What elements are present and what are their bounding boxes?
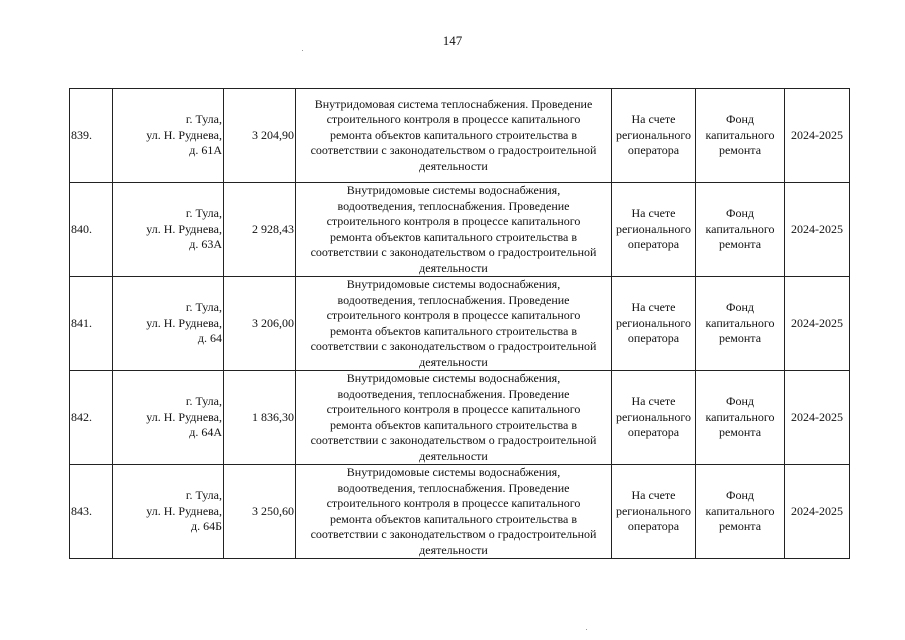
fund-cell	[696, 371, 785, 465]
address-line: г. Тула,	[185, 206, 222, 221]
work-line: Внутридомовые системы водоснабжения,	[346, 465, 561, 479]
cost-cell	[224, 465, 296, 559]
work-description-cell	[296, 465, 612, 559]
responsible-line: регионального	[615, 503, 692, 518]
cost-value: 2 928,43	[252, 221, 294, 236]
work-line: водоотведения, теплоснабжения. Проведение	[337, 292, 570, 307]
work-line: Внутридомовые системы водоснабжения,	[346, 183, 561, 197]
work-line: соответствии с законодательством о градостроительной	[310, 339, 597, 353]
address-line: д. 64	[197, 331, 222, 346]
work-line: ремонта объектов капитального строительства в	[329, 127, 578, 142]
work-line: Внутридомовая система теплоснабжения. Проведение	[314, 96, 593, 111]
row-number-cell	[70, 89, 113, 183]
row-number: 843.	[71, 503, 92, 518]
responsible-cell	[612, 183, 696, 277]
fund-line: Фонд	[725, 300, 754, 315]
work-line: строительного контроля в процессе капитального	[326, 308, 581, 322]
fund-line: капитального	[705, 503, 775, 518]
address-line: д. 64Б	[191, 519, 222, 534]
row-number: 839.	[71, 127, 92, 142]
address-cell	[113, 183, 224, 277]
work-line: ремонта объектов капитального строительства в	[329, 323, 578, 338]
fund-line: ремонта	[718, 143, 762, 158]
address-line: ул. Н. Руднева,	[146, 409, 222, 424]
work-line: Внутридомовые системы водоснабжения,	[346, 371, 561, 385]
work-line: ремонта объектов капитального строительства в	[329, 511, 578, 526]
address-line: д. 64А	[189, 425, 222, 440]
responsible-cell	[612, 371, 696, 465]
fund-line: Фонд	[725, 394, 754, 409]
table-row	[70, 465, 850, 559]
page-number: 147	[442, 33, 463, 48]
period-cell	[785, 371, 850, 465]
work-line: строительного контроля в процессе капитального	[326, 402, 581, 416]
work-line: ремонта объектов капитального строительства в	[329, 417, 578, 432]
address-cell	[113, 465, 224, 559]
fund-cell	[696, 465, 785, 559]
cost-value: 3 250,60	[252, 503, 294, 518]
cost-cell	[224, 89, 296, 183]
responsible-line: регионального	[615, 409, 692, 424]
address-line: г. Тула,	[185, 112, 222, 127]
period-value: 2024-2025	[791, 315, 843, 330]
cost-value: 3 204,90	[252, 127, 294, 142]
row-number: 841.	[71, 315, 92, 330]
work-line: соответствии с законодательством о градостроительной	[310, 433, 597, 447]
responsible-line: На счете	[631, 112, 676, 127]
work-description-cell	[296, 183, 612, 277]
cost-cell	[224, 277, 296, 371]
period-cell	[785, 277, 850, 371]
work-line: водоотведения, теплоснабжения. Проведение	[337, 386, 570, 401]
cost-cell	[224, 371, 296, 465]
responsible-cell	[612, 277, 696, 371]
work-line: деятельности	[419, 542, 488, 557]
table-row	[70, 89, 850, 183]
work-line: водоотведения, теплоснабжения. Проведение	[337, 480, 570, 495]
address-line: г. Тула,	[185, 488, 222, 503]
work-line: деятельности	[419, 448, 488, 463]
work-line: строительного контроля в процессе капитального	[326, 112, 581, 127]
work-description-cell	[296, 89, 612, 183]
period-value: 2024-2025	[791, 503, 843, 518]
fund-cell	[696, 89, 785, 183]
work-line: соответствии с законодательством о градостроительной	[310, 143, 597, 158]
responsible-line: На счете	[631, 394, 676, 409]
work-line: деятельности	[419, 158, 488, 173]
address-line: ул. Н. Руднева,	[146, 315, 222, 330]
table-row	[70, 277, 850, 371]
responsible-line: На счете	[631, 488, 676, 503]
address-line: г. Тула,	[185, 394, 222, 409]
fund-line: капитального	[705, 409, 775, 424]
table-row	[70, 183, 850, 277]
fund-line: ремонта	[718, 237, 762, 252]
work-line: строительного контроля в процессе капитального	[326, 496, 581, 510]
work-line: ремонта объектов капитального строительства в	[329, 229, 578, 244]
fund-line: ремонта	[718, 425, 762, 440]
fund-line: Фонд	[725, 488, 754, 503]
row-number-cell	[70, 183, 113, 277]
address-line: ул. Н. Руднева,	[146, 503, 222, 518]
fund-line: ремонта	[718, 331, 762, 346]
work-line: водоотведения, теплоснабжения. Проведение	[337, 198, 570, 213]
cost-value: 1 836,30	[252, 409, 294, 424]
row-number: 842.	[71, 409, 92, 424]
fund-line: капитального	[705, 315, 775, 330]
table-row	[70, 371, 850, 465]
address-cell	[113, 89, 224, 183]
work-line: Внутридомовые системы водоснабжения,	[346, 277, 561, 291]
responsible-line: На счете	[631, 300, 676, 315]
cost-cell	[224, 183, 296, 277]
fund-cell	[696, 183, 785, 277]
work-description-cell	[296, 277, 612, 371]
responsible-line: На счете	[631, 206, 676, 221]
address-line: д. 61А	[189, 143, 222, 158]
row-number-cell	[70, 371, 113, 465]
fund-line: ремонта	[718, 519, 762, 534]
cost-value: 3 206,00	[252, 315, 294, 330]
address-line: д. 63А	[189, 237, 222, 252]
fund-line: Фонд	[725, 206, 754, 221]
responsible-line: оператора	[627, 425, 680, 440]
table-body	[70, 89, 850, 559]
address-line: ул. Н. Руднева,	[146, 221, 222, 236]
capital-repair-table	[69, 88, 850, 559]
fund-line: капитального	[705, 221, 775, 236]
work-line: деятельности	[419, 354, 488, 369]
row-number-cell	[70, 277, 113, 371]
period-value: 2024-2025	[791, 409, 843, 424]
responsible-line: регионального	[615, 221, 692, 236]
responsible-line: оператора	[627, 519, 680, 534]
fund-line: капитального	[705, 127, 775, 142]
work-line: соответствии с законодательством о градостроительной	[310, 527, 597, 541]
responsible-cell	[612, 465, 696, 559]
address-line: г. Тула,	[185, 300, 222, 315]
fund-line: Фонд	[725, 112, 754, 127]
scan-speck	[586, 629, 587, 630]
responsible-line: оператора	[627, 331, 680, 346]
responsible-line: регионального	[615, 127, 692, 142]
responsible-line: регионального	[615, 315, 692, 330]
responsible-line: оператора	[627, 143, 680, 158]
period-value: 2024-2025	[791, 221, 843, 236]
work-line: соответствии с законодательством о градостроительной	[310, 245, 597, 259]
period-cell	[785, 465, 850, 559]
responsible-cell	[612, 89, 696, 183]
work-description-cell	[296, 371, 612, 465]
scan-speck	[302, 50, 303, 51]
address-cell	[113, 371, 224, 465]
period-cell	[785, 89, 850, 183]
period-cell	[785, 183, 850, 277]
address-cell	[113, 277, 224, 371]
row-number-cell	[70, 465, 113, 559]
row-number: 840.	[71, 221, 92, 236]
period-value: 2024-2025	[791, 127, 843, 142]
work-line: строительного контроля в процессе капитального	[326, 214, 581, 228]
fund-cell	[696, 277, 785, 371]
responsible-line: оператора	[627, 237, 680, 252]
address-line: ул. Н. Руднева,	[146, 127, 222, 142]
work-line: деятельности	[419, 260, 488, 275]
